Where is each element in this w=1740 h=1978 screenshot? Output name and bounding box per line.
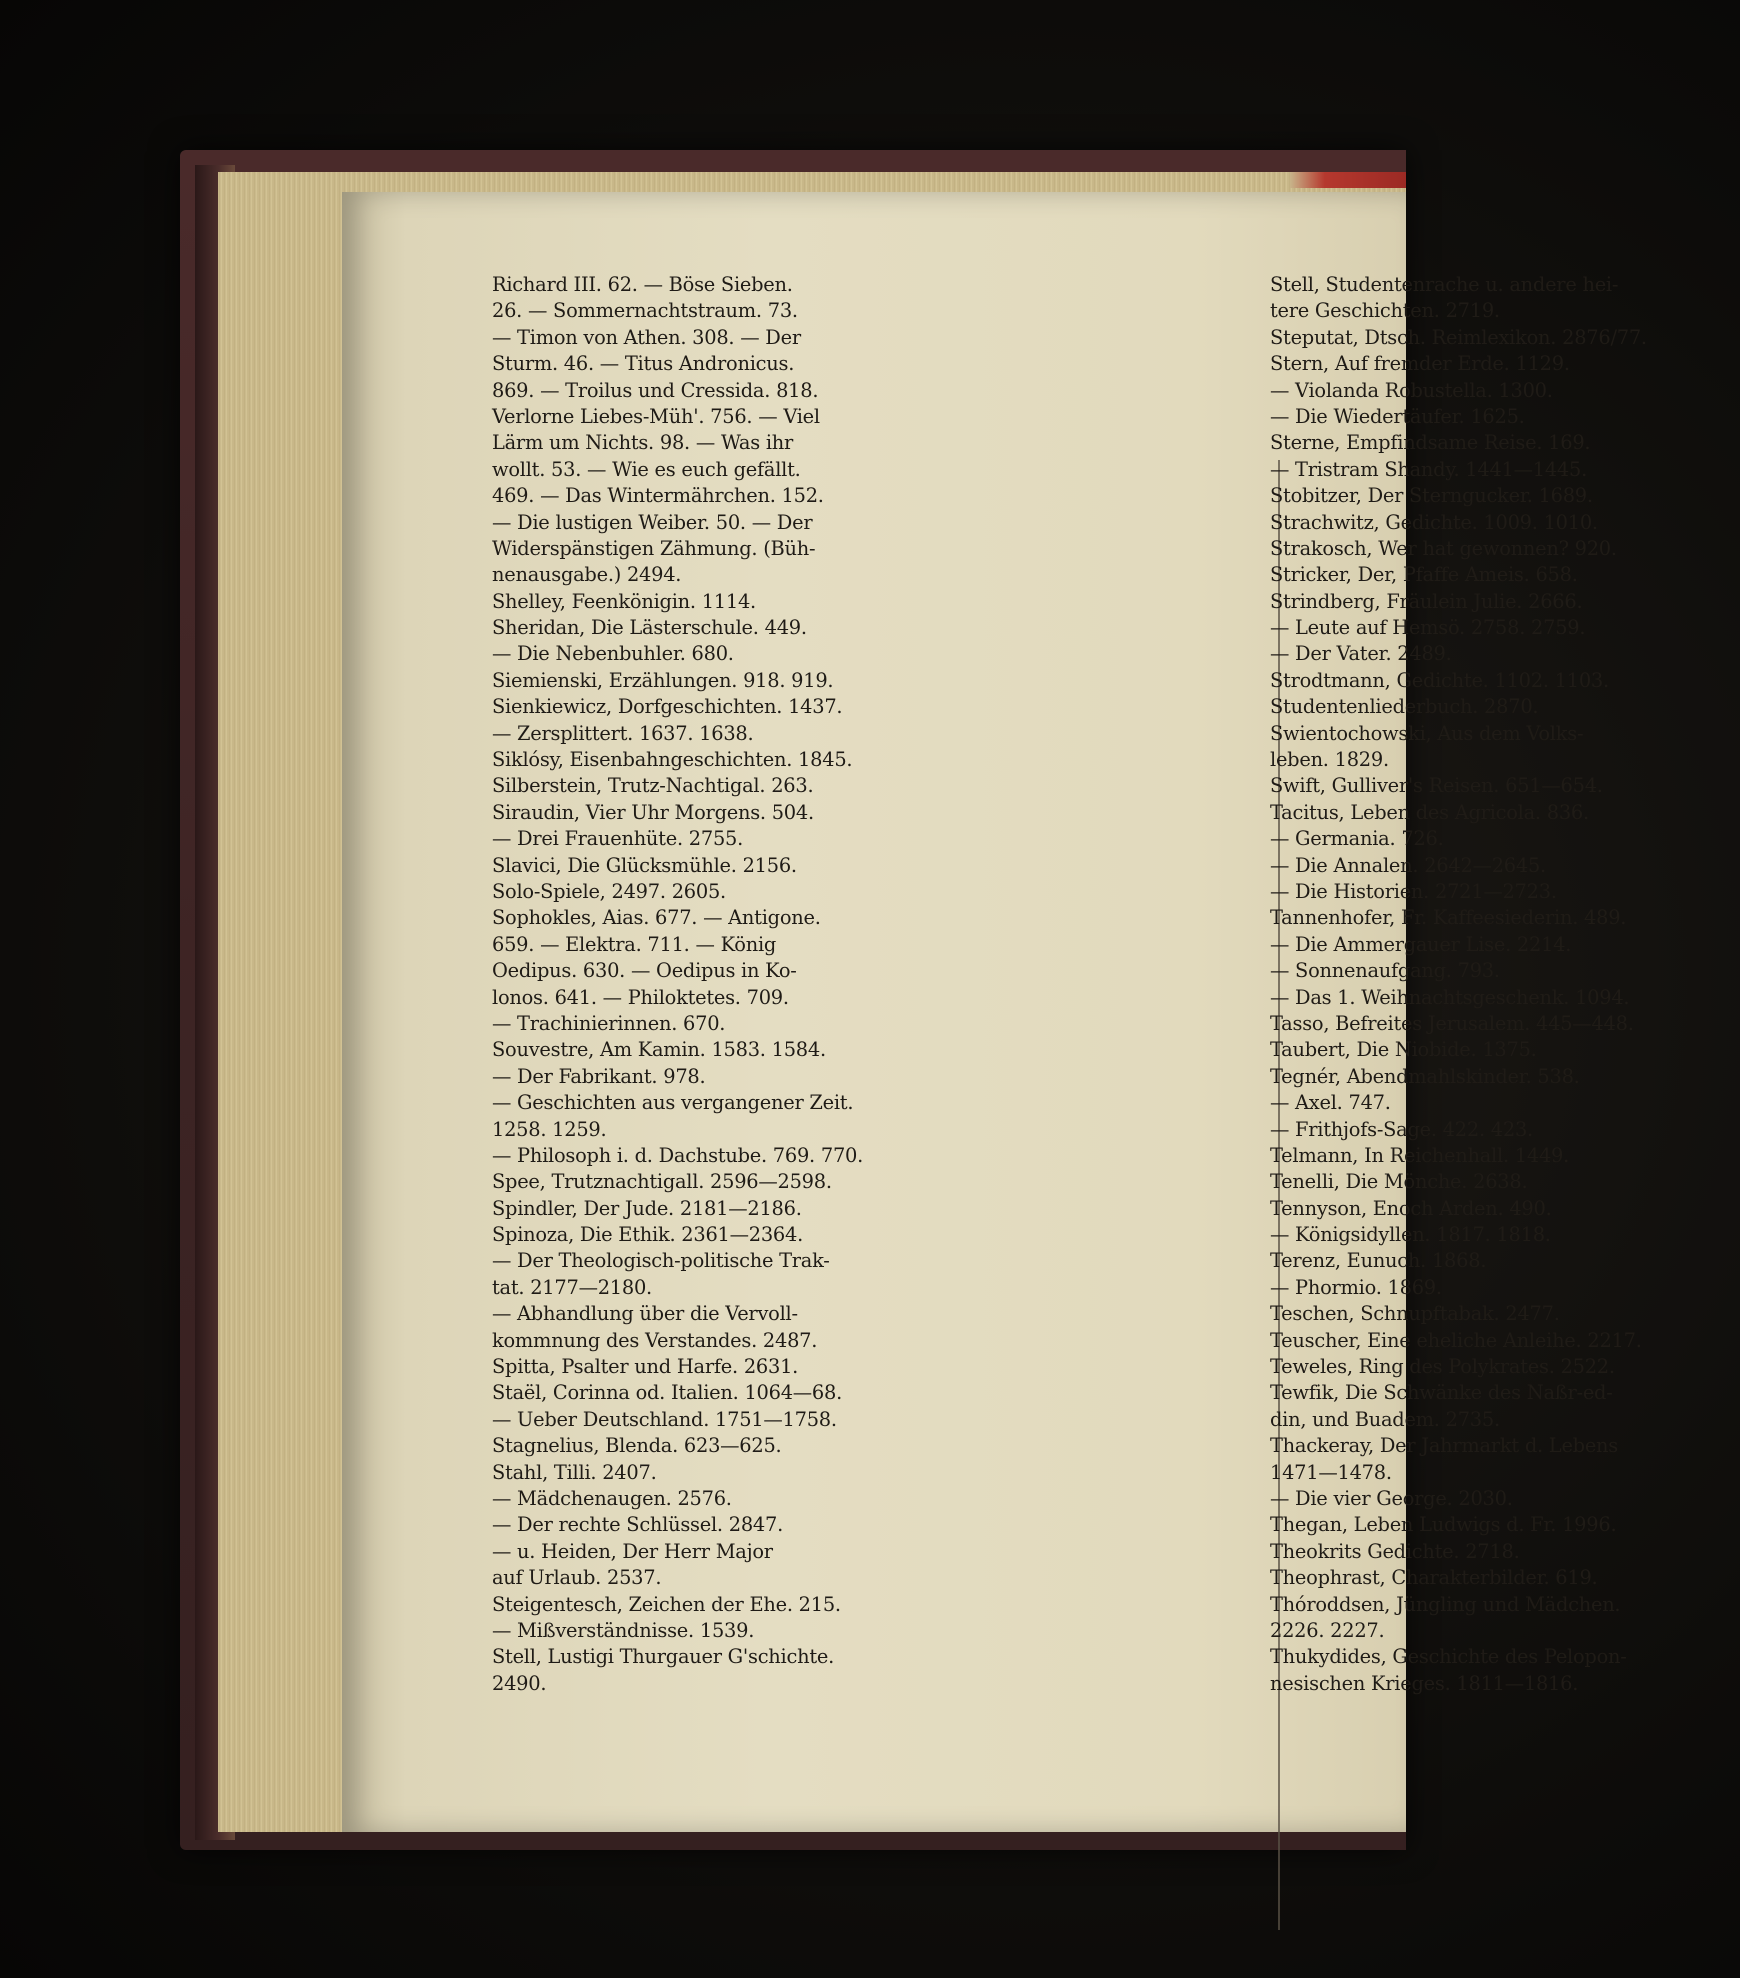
- left-line: nenausgabe.) 2494.: [492, 563, 682, 587]
- left-line: kommnung des Verstandes. 2487.: [492, 1328, 818, 1352]
- left-line: — Zersplittert. 1637. 1638.: [492, 721, 754, 745]
- right-line: Studentenliederbuch. 2870.: [1270, 695, 1539, 719]
- right-line: Strodtmann, Gedichte. 1102. 1103.: [1270, 668, 1609, 692]
- right-line: Theophrast, Charakterbilder. 619.: [1270, 1566, 1598, 1590]
- left-line: Spee, Trutznachtigall. 2596—2598.: [492, 1170, 832, 1194]
- left-line: Lärm um Nichts. 98. — Was ihr: [492, 431, 794, 455]
- left-line: 1258. 1259.: [492, 1117, 607, 1141]
- red-page-edge: [1290, 172, 1406, 188]
- left-line: Staël, Corinna od. Italien. 1064—68.: [492, 1381, 843, 1405]
- left-line: lonos. 641. — Philoktetes. 709.: [492, 985, 789, 1009]
- left-line: Widerspänstigen Zähmung. (Büh-: [492, 536, 816, 560]
- right-line: Thukydides, Geschichte des Pelopon-: [1270, 1645, 1627, 1669]
- right-line: Tasso, Befreites Jerusalem. 445—448.: [1270, 1011, 1634, 1035]
- left-line: tat. 2177—2180.: [492, 1275, 652, 1299]
- right-line: din, und Buadem. 2735.: [1270, 1407, 1500, 1431]
- right-line: 1471—1478.: [1270, 1460, 1392, 1484]
- right-line: — Phormio. 1869.: [1270, 1275, 1442, 1299]
- right-line: 2226. 2227.: [1270, 1618, 1385, 1642]
- right-line: Strachwitz, Gedichte. 1009. 1010.: [1270, 510, 1598, 534]
- left-line: — Philosoph i. d. Dachstube. 769. 770.: [492, 1143, 864, 1167]
- left-line: Siraudin, Vier Uhr Morgens. 504.: [492, 800, 814, 824]
- right-line: — Tristram Shandy. 1441—1445.: [1270, 457, 1588, 481]
- right-line: Stricker, Der, Pfaffe Ameis. 658.: [1270, 563, 1578, 587]
- left-line: Siklósy, Eisenbahngeschichten. 1845.: [492, 748, 853, 772]
- left-line: — Abhandlung über die Vervoll-: [492, 1302, 798, 1326]
- left-line: — Geschichten aus vergangener Zeit.: [492, 1091, 854, 1115]
- right-line: Tenelli, Die Mönche. 2638.: [1270, 1170, 1528, 1194]
- right-column: [1270, 272, 1740, 1697]
- left-line: 2490.: [492, 1671, 547, 1695]
- left-column: [492, 272, 1262, 1697]
- book-page: [342, 192, 1647, 1832]
- right-line: — Sonnenaufgang. 793.: [1270, 959, 1500, 983]
- right-line: Telmann, In Reichenhall. 1449.: [1270, 1143, 1570, 1167]
- left-line: Silberstein, Trutz-Nachtigal. 263.: [492, 774, 814, 798]
- right-line: Swift, Gulliver's Reisen. 651—654.: [1270, 774, 1603, 798]
- left-line: — Drei Frauenhüte. 2755.: [492, 827, 744, 851]
- right-line: Teuscher, Eine eheliche Anleihe. 2217.: [1270, 1328, 1642, 1352]
- left-line: Sophokles, Aias. 677. — Antigone.: [492, 906, 821, 930]
- left-line: — Die lustigen Weiber. 50. — Der: [492, 510, 813, 534]
- left-line: — Trachinierinnen. 670.: [492, 1011, 726, 1035]
- right-line: — Violanda Robustella. 1300.: [1270, 378, 1553, 402]
- left-line: — Ueber Deutschland. 1751—1758.: [492, 1407, 837, 1431]
- left-line: wollt. 53. — Wie es euch gefällt.: [492, 457, 801, 481]
- left-line: Solo-Spiele, 2497. 2605.: [492, 879, 726, 903]
- right-line: — Die Wiedertäufer. 1625.: [1270, 404, 1525, 428]
- left-line: Sheridan, Die Lästerschule. 449.: [492, 616, 807, 640]
- right-line: Teschen, Schnupftabak. 2477.: [1270, 1302, 1560, 1326]
- right-line: — Die Annalen. 2642—2645.: [1270, 853, 1546, 877]
- left-line: Slavici, Die Glücksmühle. 2156.: [492, 853, 797, 877]
- right-line: Stobitzer, Der Sterngucker. 1689.: [1270, 484, 1593, 508]
- right-line: Tegnér, Abendmahlskinder. 538.: [1270, 1064, 1580, 1088]
- right-line: Steputat, Dtsch. Reimlexikon. 2876/77.: [1270, 325, 1647, 349]
- right-line: Swientochowski, Aus dem Volks-: [1270, 721, 1584, 745]
- right-line: Tacitus, Leben des Agricola. 836.: [1270, 800, 1589, 824]
- right-line: — Der Vater. 2489.: [1270, 642, 1452, 666]
- right-line: — Königsidyllen. 1817. 1818.: [1270, 1223, 1551, 1247]
- left-line: — Der rechte Schlüssel. 2847.: [492, 1513, 784, 1537]
- right-line: Stern, Auf fremder Erde. 1129.: [1270, 352, 1570, 376]
- left-line: auf Urlaub. 2537.: [492, 1566, 662, 1590]
- left-line: Spitta, Psalter und Harfe. 2631.: [492, 1355, 799, 1379]
- right-line: Sterne, Empfindsame Reise. 169.: [1270, 431, 1591, 455]
- right-line: Tannenhofer, Fr. Kaffeesiederin. 489.: [1270, 906, 1627, 930]
- right-line: leben. 1829.: [1270, 748, 1389, 772]
- left-line: Richard III. 62. — Böse Sieben.: [492, 273, 793, 296]
- left-line: Souvestre, Am Kamin. 1583. 1584.: [492, 1038, 826, 1062]
- left-line: — u. Heiden, Der Herr Major: [492, 1539, 773, 1563]
- right-line: Teweles, Ring des Polykrates. 2522.: [1270, 1355, 1615, 1379]
- right-line: Tewfik, Die Schwänke des Naßr-ed-: [1270, 1381, 1613, 1405]
- right-line: — Germania. 726.: [1270, 827, 1444, 851]
- left-line: Shelley, Feenkönigin. 1114.: [492, 589, 756, 613]
- left-line: Spinoza, Die Ethik. 2361—2364.: [492, 1223, 804, 1247]
- left-line: — Die Nebenbuhler. 680.: [492, 642, 734, 666]
- right-line: Terenz, Eunuch. 1868.: [1270, 1249, 1487, 1273]
- right-line: — Die Historien. 2721—2723.: [1270, 879, 1557, 903]
- left-line: Sturm. 46. — Titus Andronicus.: [492, 352, 795, 376]
- right-line: — Leute auf Hemsö. 2758. 2759.: [1270, 616, 1586, 640]
- left-line: — Mißverständnisse. 1539.: [492, 1618, 755, 1642]
- left-line: Stahl, Tilli. 2407.: [492, 1460, 657, 1484]
- left-line: — Der Theologisch-politische Trak-: [492, 1249, 830, 1273]
- left-line: Sienkiewicz, Dorfgeschichten. 1437.: [492, 695, 843, 719]
- right-line: Theokrits Gedichte. 2718.: [1270, 1539, 1520, 1563]
- right-line: Thegan, Leben Ludwigs d. Fr. 1996.: [1270, 1513, 1617, 1537]
- left-line: — Mädchenaugen. 2576.: [492, 1486, 732, 1510]
- right-line: Stell, Studentenrache u. andere hei-: [1270, 273, 1619, 296]
- right-line: tere Geschichten. 2719.: [1270, 299, 1500, 323]
- left-line: 659. — Elektra. 711. — König: [492, 932, 777, 956]
- left-line: Verlorne Liebes-Müh'. 756. — Viel: [492, 404, 820, 428]
- right-line: — Das 1. Weihnachtsgeschenk. 1094.: [1270, 985, 1630, 1009]
- left-line: 469. — Das Wintermährchen. 152.: [492, 484, 824, 508]
- left-line: 26. — Sommernachtstraum. 73.: [492, 299, 798, 323]
- right-line: — Frithjofs-Sage. 422. 423.: [1270, 1117, 1533, 1141]
- right-line: Thackeray, Der Jahrmarkt d. Lebens: [1270, 1434, 1618, 1458]
- left-line: Stell, Lustigi Thurgauer G'schichte.: [492, 1645, 835, 1669]
- right-line: — Die vier George. 2030.: [1270, 1486, 1513, 1510]
- right-line: Tennyson, Enoch Arden. 490.: [1270, 1196, 1552, 1220]
- left-line: Siemienski, Erzählungen. 918. 919.: [492, 668, 834, 692]
- right-line: Strindberg, Fräulein Julie. 2666.: [1270, 589, 1583, 613]
- left-line: Steigentesch, Zeichen der Ehe. 215.: [492, 1592, 841, 1616]
- right-line: — Die Ammergauer Lise. 2214.: [1270, 932, 1572, 956]
- left-line: — Der Fabrikant. 978.: [492, 1064, 706, 1088]
- left-line: Oedipus. 630. — Oedipus in Ko-: [492, 959, 797, 983]
- left-line: Stagnelius, Blenda. 623—625.: [492, 1434, 782, 1458]
- left-line: — Timon von Athen. 308. — Der: [492, 325, 801, 349]
- right-line: Thóroddsen, Jüngling und Mädchen.: [1270, 1592, 1621, 1616]
- right-line: Taubert, Die Niobide. 1375.: [1270, 1038, 1537, 1062]
- left-line: 869. — Troilus und Cressida. 818.: [492, 378, 819, 402]
- right-line: — Axel. 747.: [1270, 1091, 1391, 1115]
- left-line: Spindler, Der Jude. 2181—2186.: [492, 1196, 802, 1220]
- right-line: nesischen Krieges. 1811—1816.: [1270, 1671, 1579, 1695]
- right-line: Strakosch, Wer hat gewonnen? 920.: [1270, 536, 1617, 560]
